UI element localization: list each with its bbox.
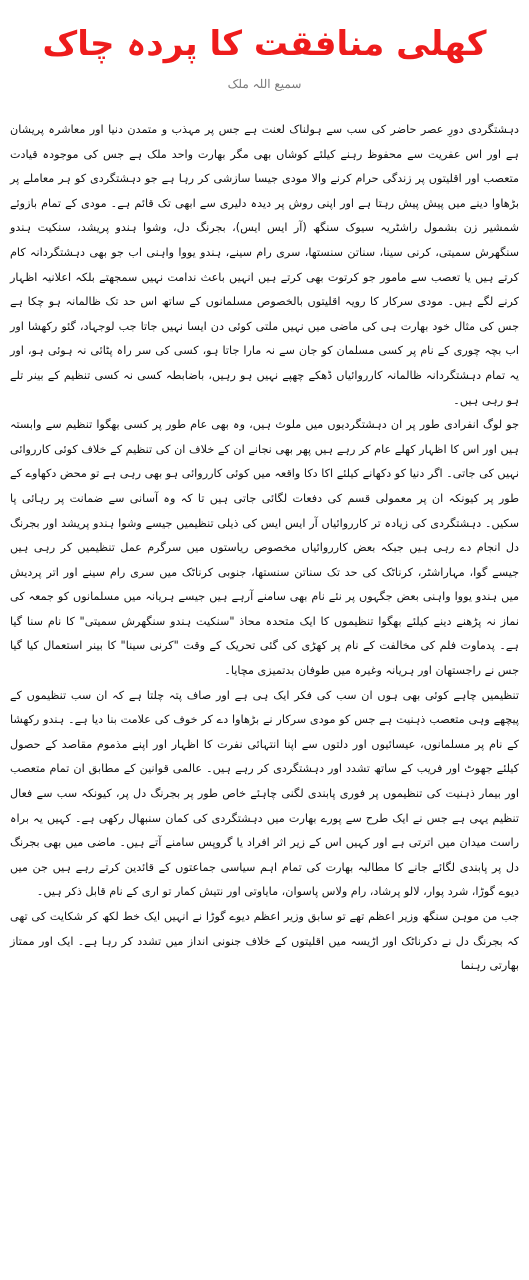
newspaper-column bbox=[0, 22, 529, 1280]
author-byline: سمیع اللہ ملک bbox=[227, 77, 302, 91]
article-headline: کھلی منافقت کا پردہ چاک bbox=[42, 24, 487, 64]
article-paragraph-2: جو لوگ انفرادی طور پر ان دہشتگردیوں میں ملوث ہیں، وہ بھی عام طور پر کسی بھگوا تنظیم سے وابستہ ہیں اور اس کا اظہار کھلے عام کر رہے ہیں پھر بھی نجانے ان کے خلاف ان کی تنظیم کے خلاف کوئی کارروائی نہیں کی جاتی۔ اگر دنیا کو دکھانے کیلئے اکا دکا واقعہ میں کوئی کارروائی ہو بھی رہی ہے تو محض دکھاوے کے طور پر کیونکہ ان پر معمولی قسم کی دفعات لگائی جاتی ہیں تا کہ وہ آسانی سے ضمانت پر رہائی پا سکیں۔ دہشتگردی کی زیادہ تر کارروائیاں آر ایس ایس کی ذیلی تنظیمیں جیسے وشوا ہندو پریشد اور بجرنگ دل انجام دے رہی ہیں جبکہ بعض کارروائیاں مخصوص ریاستوں میں سرگرم عمل تنظیمیں کر رہی ہیں جیسے گوا، مہاراشٹر، کرناٹک کی حد تک سناتن سنستھا، جنوبی کرناٹک میں سری رام سینے اور اتر پردیش میں ہندو یووا واہنی بعض جگہوں پر نئے نام بھی سامنے آرہے ہیں جیسے ہریانہ میں مسلمانوں کو جمعہ کی نماز نہ پڑھنے دینے کیلئے بھگوا تنظیموں کا ایک متحدہ محاذ "سنکیت ہندو سنگھرش سمیتی" کا نام سنا گیا ہے۔ پدماوت فلم کی مخالفت کے نام پر کھڑی کی گئی تحریک کے وقت "کرنی سینا" کا بینر استعمال کیا گیا جس نے راجستھان اور ہریانہ وغیرہ میں طوفان بدتمیزی مچایا۔ bbox=[10, 418, 519, 678]
article-paragraph-1: دہشتگردی دورِ عصر حاضر کی سب سے ہولناک لعنت ہے جس پر مہذب و متمدن دنیا اور معاشرہ پریشان ہے اور اس عفریت سے محفوظ رہنے کیلئے کوشاں بھی مگر بھارت واحد ملک ہے جس کی موجودہ قیادت متعصب اور اقلیتوں پر زندگی حرام کرنے والا مودی جیسا سازشی کر رہا ہے جو دہشتگردی کو ہر معاملے پر بڑھاوا دینے میں پیش پیش رہتا ہے اور اپنی روش پر دیدہ دلیری سے ابھی تک قائم ہے۔ مودی کے تمام بازوئے شمشیر زن بشمول راشٹریہ سیوک سنگھ (آر ایس ایس)، بجرنگ دل، وشوا ہندو پریشد، سنکیت ہندو سنگھرش سمیتی، کرنی سینا، سناتن سنستھا، سری رام سینے، ہندو یووا واہنی اب جو بھی دہشتگردانہ کام کرتے ہیں یا تعصب سے مامور جو کرتوت بھی کرتے ہیں انہیں باعث ندامت نہیں سمجھتے بلکہ اعلانیہ اظہار کرنے لگے ہیں۔ مودی سرکار کا رویہ اقلیتوں بالخصوص مسلمانوں کے ساتھ اس حد تک ظالمانہ ہو چکا ہے جس کی مثال خود بھارت ہی کی ماضی میں نہیں ملتی کوئی دن ایسا نہیں جاتا جب لوجہاد، گئو رکھشا اور اب بچہ چوری کے نام پر کسی مسلمان کو جان سے نہ مارا جاتا ہو، کسی کی سر راہ پٹائی نہ ہوئی ہو، اور یہ تمام دہشتگردانہ ظالمانہ کارروائیاں ڈھکے چھپے نہیں ہو رہیں، باضابطہ کسی نہ کسی تنظیم کے بینر تلے ہو رہی ہیں۔ bbox=[10, 123, 519, 407]
article-paragraph-3: تنظیمیں چاہے کوئی بھی ہوں ان سب کی فکر ایک ہی ہے اور صاف پتہ چلتا ہے کہ ان سب تنظیموں کے پیچھے وہی متعصب ذہنیت ہے جس کو مودی سرکار نے بڑھاوا دے کر خوف کی علامت بنا دیا ہے۔ ہندو رکھشا کے نام پر مسلمانوں، عیسائیوں اور دلتوں سے اپنا انتہائی نفرت کا اظہار اور اپنے مذموم مقاصد کے حصول کیلئے جھوٹ اور فریب کے ساتھ تشدد اور دہشتگردی کر رہے ہیں۔ عالمی قوانین کے مطابق ان تمام متعصب اور بیمار ذہنیت کی تنظیموں پر فوری پابندی لگنی چاہئے خاص طور پر بجرنگ دل پر، کیونکہ سب سے فعال تنظیم یہی ہے جس نے ایک طرح سے پورے بھارت میں دہشتگردی کی کمان سنبھال رکھی ہے۔ کہیں یہ براہ راست میدان میں اترتی ہے اور کہیں اس کے زیر اثر افراد یا گروپس سامنے آتے ہیں۔ ماضی میں بھی بجرنگ دل پر پابندی لگائے جانے کا مطالبہ بھارت کی تمام اہم سیاسی جماعتوں کے قائدین کرتے رہے ہیں جن میں دیوے گوڑا، شرد پوار، لالو پرشاد، رام ولاس پاسوان، مایاوتی اور نتیش کمار تو اری کے نام قابل ذکر ہیں۔ bbox=[10, 688, 519, 899]
article-body bbox=[10, 118, 519, 979]
article-paragraph-4: جب من موہن سنگھ وزیر اعظم تھے تو سابق وزیر اعظم دیوے گوڑا نے انہیں ایک خط لکھ کر شکایت کی تھی کہ بجرنگ دل نے دکرناٹک اور اڑیسہ میں اقلیتوں کے خلاف جنونی انداز میں تشدد کر رہا ہے۔ ایک اور ممتاز بھارتی رہنما bbox=[10, 910, 519, 973]
